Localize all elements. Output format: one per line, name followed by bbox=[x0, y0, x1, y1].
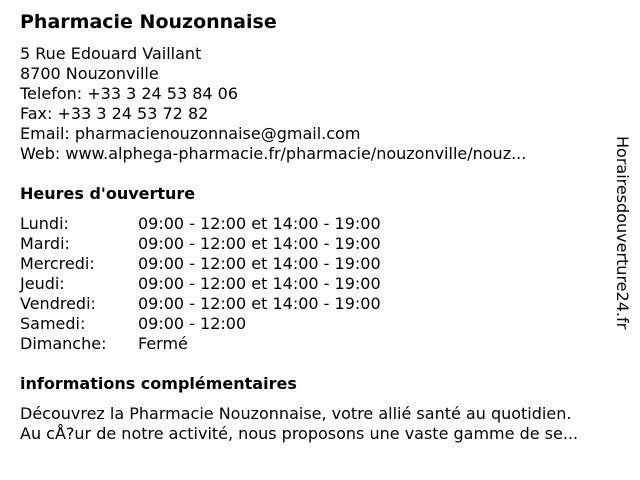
fax-number: Fax: +33 3 24 53 72 82 bbox=[20, 104, 209, 123]
contact-block bbox=[20, 44, 526, 164]
city-postcode: 8700 Nouzonville bbox=[20, 64, 159, 83]
day-hours: 09:00 - 12:00 et 14:00 - 19:00 bbox=[138, 274, 381, 293]
description-line: Au cÅ?ur de notre activité, nous proposons une vaste gamme de se... bbox=[20, 424, 579, 443]
description-line: Découvrez la Pharmacie Nouzonnaise, votre allié santé au quotidien. bbox=[20, 404, 572, 423]
day-hours: 09:00 - 12:00 et 14:00 - 19:00 bbox=[138, 254, 381, 273]
day-hours: Fermé bbox=[138, 334, 188, 353]
hours-row bbox=[20, 334, 440, 354]
hours-row bbox=[20, 314, 440, 334]
hours-row bbox=[20, 254, 440, 274]
pharmacy-name: Pharmacie Nouzonnaise bbox=[20, 11, 277, 33]
phone-number: Telefon: +33 3 24 53 84 06 bbox=[20, 84, 239, 103]
opening-hours-heading: Heures d'ouverture bbox=[20, 184, 196, 203]
day-label: Dimanche: bbox=[20, 334, 107, 353]
watermark-text: Horairesdouverture24.fr bbox=[613, 136, 632, 330]
hours-row bbox=[20, 274, 440, 294]
day-label: Mercredi: bbox=[20, 254, 95, 273]
day-hours: 09:00 - 12:00 et 14:00 - 19:00 bbox=[138, 234, 381, 253]
opening-hours-table bbox=[20, 214, 440, 354]
watermark bbox=[612, 136, 632, 372]
day-hours: 09:00 - 12:00 et 14:00 - 19:00 bbox=[138, 294, 381, 313]
street-address: 5 Rue Edouard Vaillant bbox=[20, 44, 202, 63]
day-label: Mardi: bbox=[20, 234, 70, 253]
day-label: Samedi: bbox=[20, 314, 86, 333]
day-label: Jeudi: bbox=[20, 274, 65, 293]
day-label: Vendredi: bbox=[20, 294, 96, 313]
email-address: Email: pharmacienouzonnaise@gmail.com bbox=[20, 124, 361, 143]
hours-row bbox=[20, 294, 440, 314]
description bbox=[20, 404, 578, 444]
additional-info-heading: informations complémentaires bbox=[20, 374, 297, 393]
website-link[interactable]: Web: www.alphega-pharmacie.fr/pharmacie/nouzonville/nouz... bbox=[20, 144, 527, 163]
hours-row bbox=[20, 214, 440, 234]
hours-row bbox=[20, 234, 440, 254]
day-hours: 09:00 - 12:00 et 14:00 - 19:00 bbox=[138, 214, 381, 233]
day-label: Lundi: bbox=[20, 214, 69, 233]
day-hours: 09:00 - 12:00 bbox=[138, 314, 247, 333]
